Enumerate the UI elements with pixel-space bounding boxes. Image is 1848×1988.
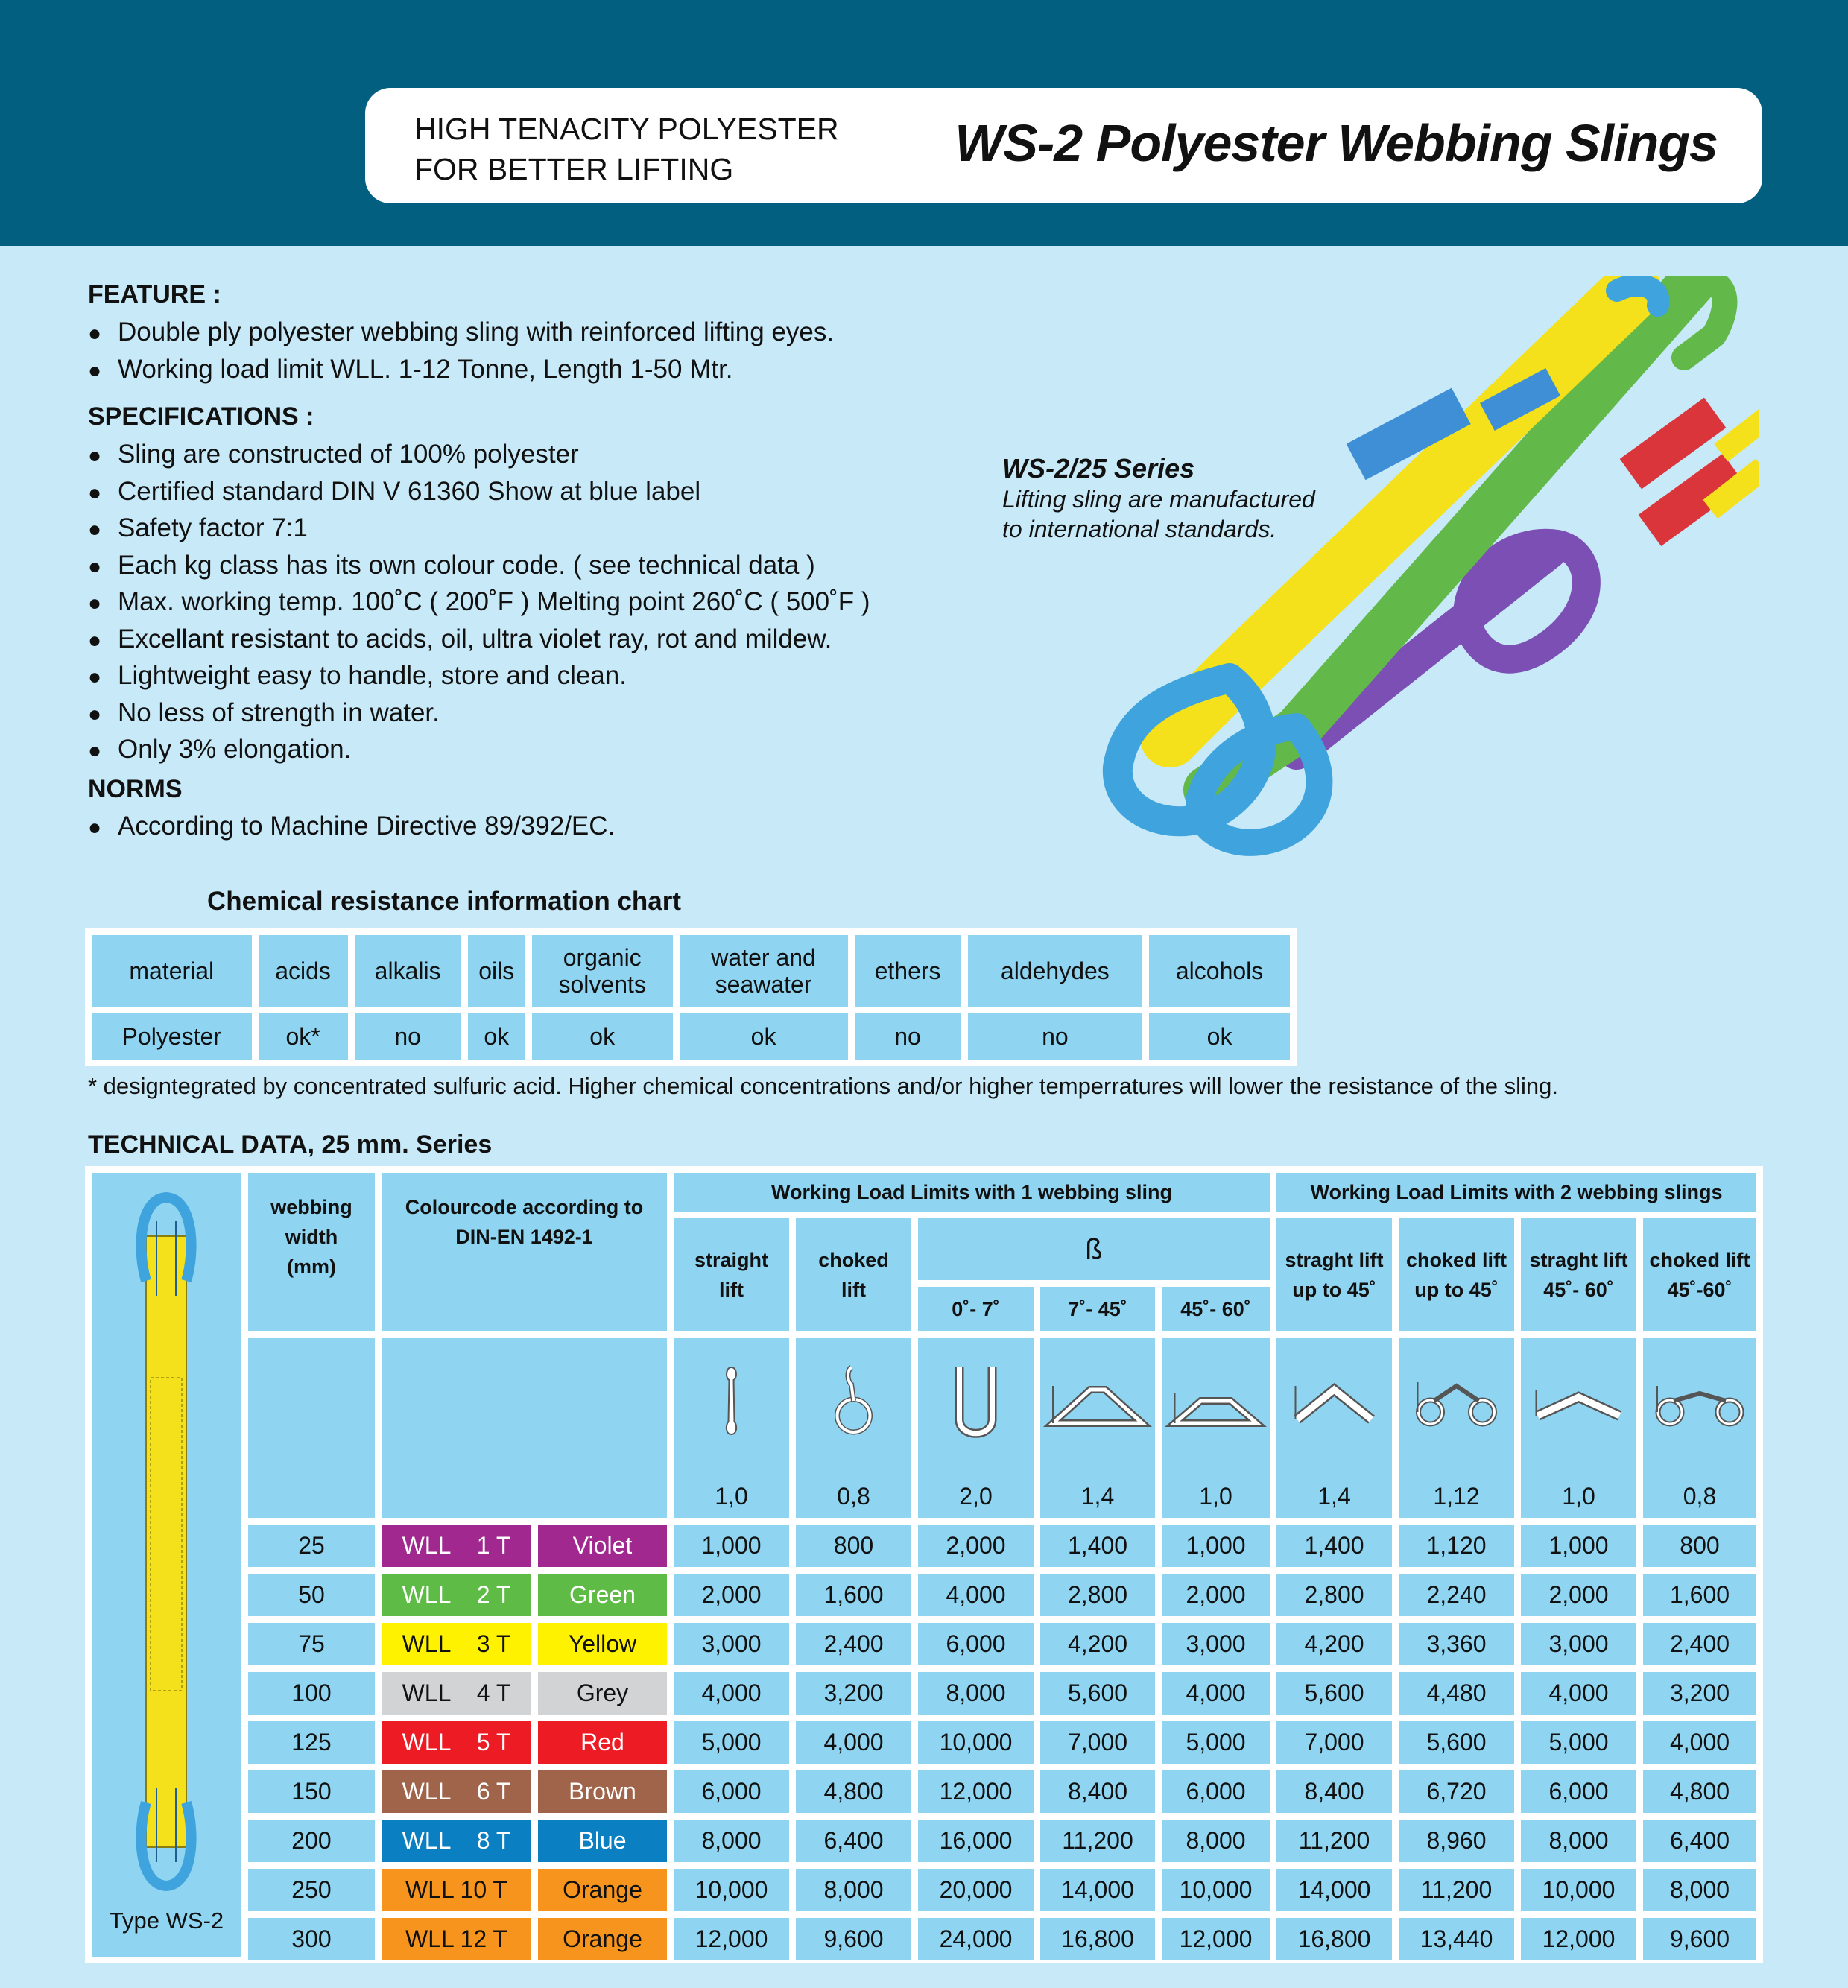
load-value-cell: 24,000 [918,1918,1034,1960]
two-sling-header: straght lift up to 45˚ [1276,1218,1392,1331]
load-value-cell: 4,000 [1162,1672,1270,1715]
table-header-row [92,935,1290,1007]
load-value-cell: 1,000 [1521,1525,1636,1567]
table-cell: ok [1149,1013,1290,1060]
angle-header: 0˚- 7˚ [918,1287,1034,1331]
type-label: Type WS-2 [109,1908,224,1934]
list-item-text: Each kg class has its own colour code. ( see technical data ) [118,550,815,580]
load-value-cell: 12,000 [918,1770,1034,1813]
load-value-cell: 4,000 [918,1574,1034,1616]
chemical-footnote: * designtegrated by concentrated sulfuric acid. Higher chemical concentrations and/or higher temperratures will lower the resistance of the sling. [88,1073,1558,1099]
yellow-sleeve [1714,402,1759,461]
norms-list [88,808,615,846]
load-value-cell: 1,000 [1162,1525,1270,1567]
webbing-width-cell: 300 [248,1918,375,1960]
choked-lift-icon [796,1356,911,1453]
load-value-cell: 2,000 [674,1574,789,1616]
load-value-cell: 11,200 [1276,1820,1392,1862]
load-value-cell: 12,000 [674,1918,789,1960]
wll-swatch-cell: WLL 6 T [382,1770,531,1813]
bullet-icon: ● [88,665,102,689]
feature-list [88,314,834,388]
load-value-cell: 2,800 [1276,1574,1392,1616]
webbing-width-cell: 125 [248,1721,375,1764]
load-value-cell: 800 [796,1525,911,1567]
load-value-cell: 800 [1643,1525,1756,1567]
colour-name-cell: Red [538,1721,667,1764]
header-title-box [365,88,1762,203]
list-item [88,584,870,621]
list-item-text: Only 3% elongation. [118,735,352,764]
basket-7-45-icon [1040,1356,1155,1453]
webbing-width-cell: 50 [248,1574,375,1616]
technical-data-title: TECHNICAL DATA, 25 mm. Series [88,1130,493,1159]
colourcode-header: Colourcode according to DIN-EN 1492-1 [382,1173,667,1331]
bullet-icon: ● [88,591,102,615]
load-value-cell: 2,000 [918,1525,1034,1567]
load-value-cell: 8,960 [1399,1820,1514,1862]
load-value-cell: 4,800 [796,1770,911,1813]
load-factor-cell [1276,1338,1392,1518]
table-header-cell: organic solvents [532,935,673,1007]
beta-angle-header: ß [918,1218,1270,1280]
colour-name-cell: Grey [538,1672,667,1715]
load-value-cell: 14,000 [1276,1869,1392,1911]
list-item-text: Max. working temp. 100˚C ( 200˚F ) Melting point 260˚C ( 500˚F ) [118,587,870,616]
chemical-resistance-table [85,928,1297,1066]
load-value-cell: 1,600 [1643,1574,1756,1616]
norms-heading: NORMS [88,775,183,803]
load-value-cell: 12,000 [1521,1918,1636,1960]
wll-swatch-cell: WLL 3 T [382,1623,531,1665]
load-factor: 1,4 [1080,1483,1115,1510]
table-cell: ok* [259,1013,348,1060]
load-value-cell: 4,480 [1399,1672,1514,1715]
tagline-line-1: HIGH TENACITY POLYESTER [414,112,839,146]
load-factor: 1,12 [1433,1483,1480,1510]
load-value-cell: 20,000 [918,1869,1034,1911]
load-value-cell: 6,000 [918,1623,1034,1665]
two-choked-lift-45-60-icon [1643,1356,1756,1453]
list-item [88,808,615,846]
load-value-cell: 6,000 [1521,1770,1636,1813]
table-cell: ok [680,1013,848,1060]
table-cell: ok [468,1013,525,1060]
load-value-cell: 9,600 [796,1918,911,1960]
caption-line-1: Lifting sling are manufactured [1002,486,1315,513]
table-row [92,1013,1290,1060]
load-value-cell: 3,000 [1521,1623,1636,1665]
load-value-cell: 9,600 [1643,1918,1756,1960]
list-item [88,474,870,511]
page-title: WS-2 Polyester Webbing Slings [955,114,1718,172]
load-value-cell: 10,000 [1162,1869,1270,1911]
load-value-cell: 10,000 [918,1721,1034,1764]
load-value-cell: 16,000 [918,1820,1034,1862]
webbing-width-cell: 25 [248,1525,375,1567]
load-value-cell: 1,000 [674,1525,789,1567]
load-value-cell: 4,000 [1521,1672,1636,1715]
list-item [88,510,870,548]
table-header-cell: material [92,935,252,1007]
load-value-cell: 4,800 [1643,1770,1756,1813]
table-cell: no [968,1013,1143,1060]
load-value-cell: 6,400 [1643,1820,1756,1862]
list-item-text: Excellant resistant to acids, oil, ultra violet ray, rot and mildew. [118,624,832,653]
list-item [88,352,834,389]
bullet-icon: ● [88,517,102,542]
load-value-cell: 4,000 [1643,1721,1756,1764]
straight-lift-header: straight lift [674,1218,789,1331]
two-sling-header: choked lift 45˚-60˚ [1643,1218,1756,1331]
caption-title: WS-2/25 Series [1002,453,1195,484]
load-value-cell: 16,800 [1276,1918,1392,1960]
load-value-cell: 8,000 [1521,1820,1636,1862]
table-cell: no [355,1013,461,1060]
load-value-cell: 14,000 [1040,1869,1155,1911]
bullet-icon: ● [88,321,102,346]
list-item [88,548,870,585]
load-value-cell: 5,000 [1521,1721,1636,1764]
load-factor-cell [1040,1338,1155,1518]
load-value-cell: 2,400 [796,1623,911,1665]
load-factor-cell [1162,1338,1270,1518]
width-header: webbing width (mm) [248,1173,375,1331]
product-photo [946,276,1759,917]
list-item [88,732,870,769]
bullet-icon: ● [88,480,102,505]
wll-2-sling-header: Working Load Limits with 2 webbing slings [1276,1173,1756,1212]
header-band [0,0,1848,246]
load-factor-cell [674,1338,789,1518]
colour-name-cell: Brown [538,1770,667,1813]
wll-1-sling-header: Working Load Limits with 1 webbing sling [674,1173,1270,1212]
load-value-cell: 2,240 [1399,1574,1514,1616]
wll-swatch-cell: WLL 8 T [382,1820,531,1862]
load-value-cell: 7,000 [1040,1721,1155,1764]
basket-45-60-icon [1162,1356,1270,1453]
load-value-cell: 3,200 [1643,1672,1756,1715]
tagline [414,109,839,189]
list-item-text: According to Machine Directive 89/392/EC. [118,811,616,841]
load-factor: 2,0 [959,1483,993,1510]
load-value-cell: 1,400 [1040,1525,1155,1567]
load-value-cell: 2,000 [1162,1574,1270,1616]
table-cell: ok [532,1013,673,1060]
list-item [88,314,834,352]
colour-name-cell: Yellow [538,1623,667,1665]
load-value-cell: 2,400 [1643,1623,1756,1665]
two-choked-lift-icon [1399,1356,1514,1453]
table-cell: no [855,1013,961,1060]
two-straight-lift-icon [1276,1356,1392,1453]
load-value-cell: 5,600 [1399,1721,1514,1764]
photo-caption [1002,453,1315,544]
two-sling-header: choked lift up to 45˚ [1399,1218,1514,1331]
load-value-cell: 8,000 [1643,1869,1756,1911]
load-factor-cell [1521,1338,1636,1518]
load-value-cell: 8,400 [1276,1770,1392,1813]
colour-name-cell: Blue [538,1820,667,1862]
load-value-cell: 8,400 [1040,1770,1155,1813]
load-value-cell: 5,000 [674,1721,789,1764]
load-value-cell: 2,800 [1040,1574,1155,1616]
bullet-icon: ● [88,627,102,653]
load-factor: 0,8 [1683,1483,1717,1510]
load-value-cell: 6,400 [796,1820,911,1862]
webbing-width-cell: 250 [248,1869,375,1911]
load-value-cell: 4,200 [1276,1623,1392,1665]
webbing-width-cell: 200 [248,1820,375,1862]
load-value-cell: 5,000 [1162,1721,1270,1764]
load-factor: 1,0 [1562,1483,1595,1510]
load-value-cell: 2,000 [1521,1574,1636,1616]
bullet-icon: ● [88,443,102,468]
load-value-cell: 3,000 [674,1623,789,1665]
load-value-cell: 6,720 [1399,1770,1514,1813]
load-value-cell: 11,200 [1040,1820,1155,1862]
choked-lift-header: choked lift [796,1218,911,1331]
caption-line-2: to international standards. [1002,516,1277,542]
load-factor-cell [918,1338,1034,1518]
list-item-text: Sling are constructed of 100% polyester [118,440,579,469]
load-value-cell: 3,360 [1399,1623,1514,1665]
wll-swatch-cell: WLL 1 T [382,1525,531,1567]
specifications-heading: SPECIFICATIONS : [88,402,314,431]
angle-header: 7˚- 45˚ [1040,1287,1155,1331]
wll-swatch-cell: WLL 4 T [382,1672,531,1715]
angle-header: 45˚- 60˚ [1162,1287,1270,1331]
list-item-text: No less of strength in water. [118,697,440,727]
table-header-cell: water and seawater [680,935,848,1007]
load-value-cell: 8,000 [1162,1820,1270,1862]
webbing-width-cell: 150 [248,1770,375,1813]
load-factor-cell [1643,1338,1756,1518]
list-item [88,695,870,732]
table-header-cell: oils [468,935,525,1007]
straight-lift-icon [674,1356,789,1453]
load-value-cell: 10,000 [1521,1869,1636,1911]
list-item-text: Certified standard DIN V 61360 Show at blue label [118,476,701,506]
webbing-width-cell: 100 [248,1672,375,1715]
basket-lift-icon [918,1356,1034,1453]
load-factor: 1,0 [715,1483,748,1510]
tagline-line-2: FOR BETTER LIFTING [414,152,734,186]
bullet-icon: ● [88,554,102,579]
bullet-icon: ● [88,358,102,383]
bullet-icon: ● [88,815,102,840]
load-value-cell: 1,600 [796,1574,911,1616]
load-value-cell: 1,120 [1399,1525,1514,1567]
load-factor: 1,4 [1317,1483,1351,1510]
bullet-icon: ● [88,701,102,726]
wll-swatch-cell: WLL 5 T [382,1721,531,1764]
wll-swatch-cell: WLL 2 T [382,1574,531,1616]
list-item-text: Safety factor 7:1 [118,513,308,542]
load-factor-cell [1399,1338,1514,1518]
webbing-width-cell: 75 [248,1623,375,1665]
colour-name-cell: Orange [538,1918,667,1960]
load-value-cell: 3,200 [796,1672,911,1715]
load-value-cell: 8,000 [674,1820,789,1862]
list-item-text: Double ply polyester webbing sling with reinforced lifting eyes. [118,317,835,346]
load-factor: 0,8 [837,1483,870,1510]
load-value-cell: 4,000 [796,1721,911,1764]
blank-cell [248,1338,375,1518]
load-value-cell: 7,000 [1276,1721,1392,1764]
table-header-cell: ethers [855,935,961,1007]
chemical-chart-title: Chemical resistance information chart [207,887,682,916]
load-factor: 1,0 [1199,1483,1232,1510]
wll-swatch-cell: WLL 10 T [382,1869,531,1911]
sling-type-icon [133,1191,200,1892]
load-value-cell: 6,000 [674,1770,789,1813]
load-value-cell: 16,800 [1040,1918,1155,1960]
bullet-icon: ● [88,738,102,763]
list-item [88,437,870,474]
list-item [88,621,870,659]
table-header-cell: alkalis [355,935,461,1007]
load-value-cell: 10,000 [674,1869,789,1911]
load-value-cell: 4,200 [1040,1623,1155,1665]
table-header-cell: acids [259,935,348,1007]
colour-name-cell: Green [538,1574,667,1616]
load-value-cell: 12,000 [1162,1918,1270,1960]
load-value-cell: 13,440 [1399,1918,1514,1960]
load-value-cell: 6,000 [1162,1770,1270,1813]
load-value-cell: 8,000 [918,1672,1034,1715]
technical-data-table [85,1166,1763,1963]
specifications-list [88,437,870,769]
wll-swatch-cell: WLL 12 T [382,1918,531,1960]
table-header-cell: alcohols [1149,935,1290,1007]
load-value-cell: 4,000 [674,1672,789,1715]
two-sling-header: straght lift 45˚- 60˚ [1521,1218,1636,1331]
load-value-cell: 8,000 [796,1869,911,1911]
table-cell: Polyester [92,1013,252,1060]
feature-heading: FEATURE : [88,280,221,308]
blank-cell [382,1338,667,1518]
load-factor-cell [796,1338,911,1518]
load-value-cell: 11,200 [1399,1869,1514,1911]
load-value-cell: 5,600 [1276,1672,1392,1715]
list-item [88,658,870,695]
load-value-cell: 5,600 [1040,1672,1155,1715]
load-value-cell: 3,000 [1162,1623,1270,1665]
colour-name-cell: Violet [538,1525,667,1567]
list-item-text: Lightweight easy to handle, store and clean. [118,661,627,690]
list-item-text: Working load limit WLL. 1-12 Tonne, Length 1-50 Mtr. [118,354,733,384]
load-value-cell: 1,400 [1276,1525,1392,1567]
colour-name-cell: Orange [538,1869,667,1911]
table-header-cell: aldehydes [968,935,1143,1007]
two-straight-lift-45-60-icon [1521,1356,1636,1453]
sling-illustration-cell [92,1173,241,1957]
